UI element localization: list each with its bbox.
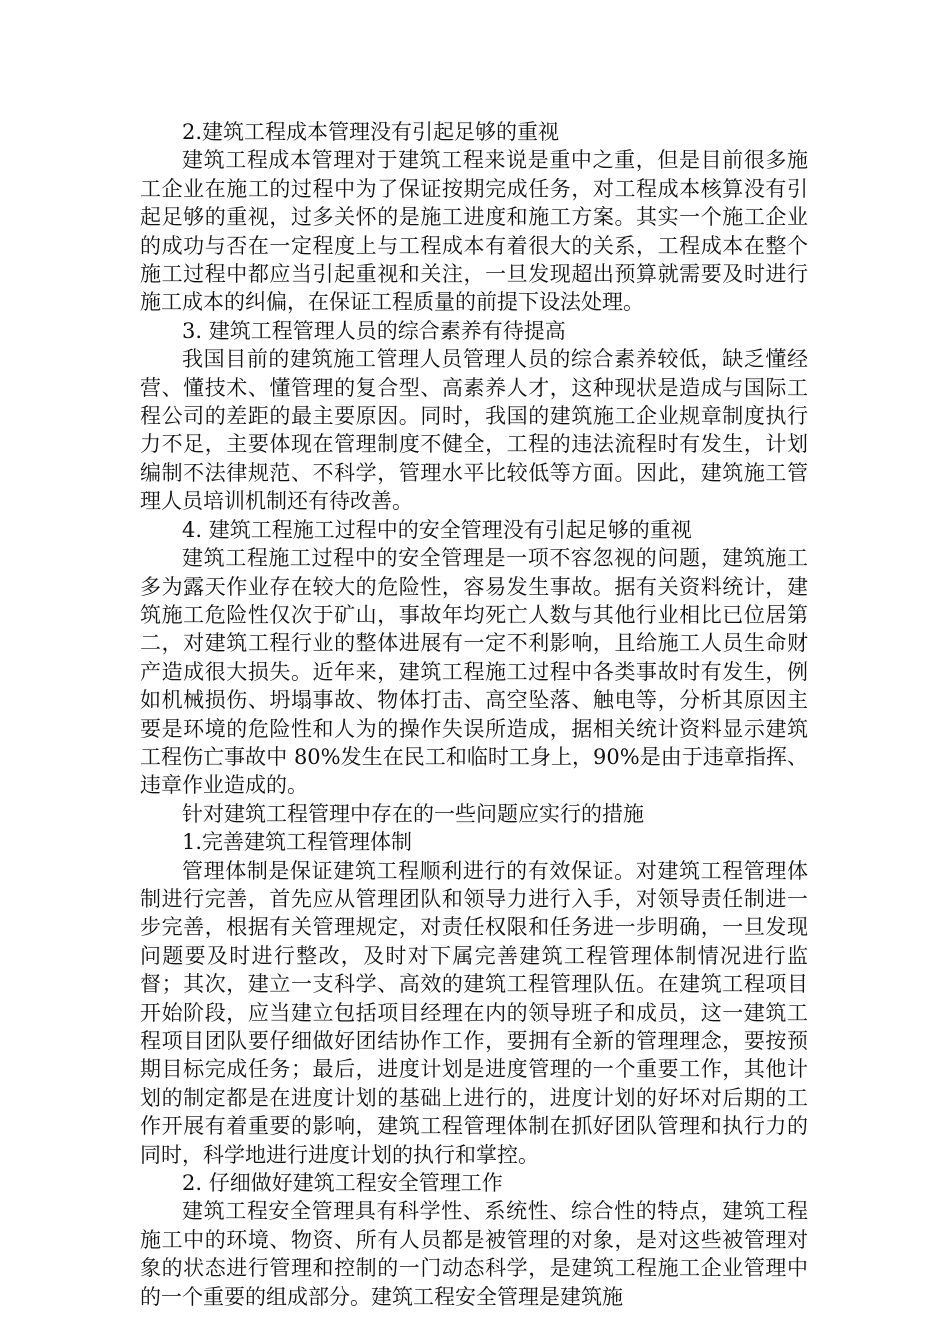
paragraph-management-system: 管理体制是保证建筑工程顺利进行的有效保证。对建筑工程管理体制进行完善，首先应从管理团队和领导力进行入手，对领导责任制进一步完善，根据有关管理规定，对责任权限和任务进一步明确，一旦发现问题要及时进行整改，及时对下属完善建筑工程管理体制情况进行监督；其次，建立一支科学、高效的建筑工程管理队伍。在建筑工程项目开始阶段，应当建立包括项目经理在内的领导班子和成员，这一建筑工程项目团队要仔细做好团结协作工作，要拥有全新的管理理念，要按预期目标完成任务；最后，进度计划是进度管理的一个重要工作，其他计划的制定都是在进度计划的基础上进行的，进度计划的好坏对后期的工作开展有着重要的影响，建筑工程管理体制在抓好团队管理和执行力的同时，科学地进行进度计划的执行和掌控。 (140, 858, 808, 1167)
subheading-management-system: 1.完善建筑工程管理体制 (182, 830, 413, 855)
document-page (140, 118, 808, 1311)
paragraph-safety-work: 建筑工程安全管理具有科学性、系统性、综合性的特点，建筑工程施工中的环境、物资、所有人员都是被管理的对象，是对这些被管理对象的状态进行管理和控制的一门动态科学，是建筑工程施工企业管理中的一个重要的组成部分。建筑工程安全管理是建筑施 (140, 1199, 808, 1309)
section-heading-measures: 针对建筑工程管理中存在的一些问题应实行的措施 (182, 801, 644, 826)
paragraph-cost-management: 建筑工程成本管理对于建筑工程来说是重中之重，但是目前很多施工企业在施工的过程中为了保证按期完成任务，对工程成本核算没有引起足够的重视，过多关怀的是施工进度和施工方案。其实一个施工企业的成功与否在一定程度上与工程成本有着很大的关系，工程成本在整个施工过程中都应当引起重视和关注，一旦发现超出预算就需要及时进行施工成本的纠偏，在保证工程质量的前提下设法处理。 (140, 148, 808, 315)
section-heading-personnel-quality: 3. 建筑工程管理人员的综合素养有待提高 (182, 318, 566, 343)
subheading-safety-work: 2. 仔细做好建筑工程安全管理工作 (182, 1171, 503, 1196)
section-heading-safety-management: 4. 建筑工程施工过程中的安全管理没有引起足够的重视 (182, 517, 692, 542)
paragraph-safety-management: 建筑工程施工过程中的安全管理是一项不容忽视的问题，建筑施工多为露天作业存在较大的危险性，容易发生事故。据有关资料统计，建筑施工危险性仅次于矿山，事故年均死亡人数与其他行业相比已位居第二，对建筑工程行业的整体进展有一定不利影响，且给施工人员生命财产造成很大损失。近年来，建筑工程施工过程中各类事故时有发生，例如机械损伤、坍塌事故、物体打击、高空坠落、触电等，分析其原因主要是环境的危险性和人为的操作失误所造成，据相关统计资料显示建筑工程伤亡事故中 80%发生在民工和临时工身上，90%是由于违章指挥、违章作业造成的。 (140, 546, 808, 798)
paragraph-personnel-quality: 我国目前的建筑施工管理人员管理人员的综合素养较低，缺乏懂经营、懂技术、懂管理的复合型、高素养人才，这种现状是造成与国际工程公司的差距的最主要原因。同时，我国的建筑施工企业规章制度执行力不足，主要体现在管理制度不健全，工程的违法流程时有发生，计划编制不法律规范、不科学，管理水平比较低等方面。因此，建筑施工管理人员培训机制还有待改善。 (140, 347, 808, 514)
section-heading-cost-management: 2.建筑工程成本管理没有引起足够的重视 (182, 120, 560, 144)
